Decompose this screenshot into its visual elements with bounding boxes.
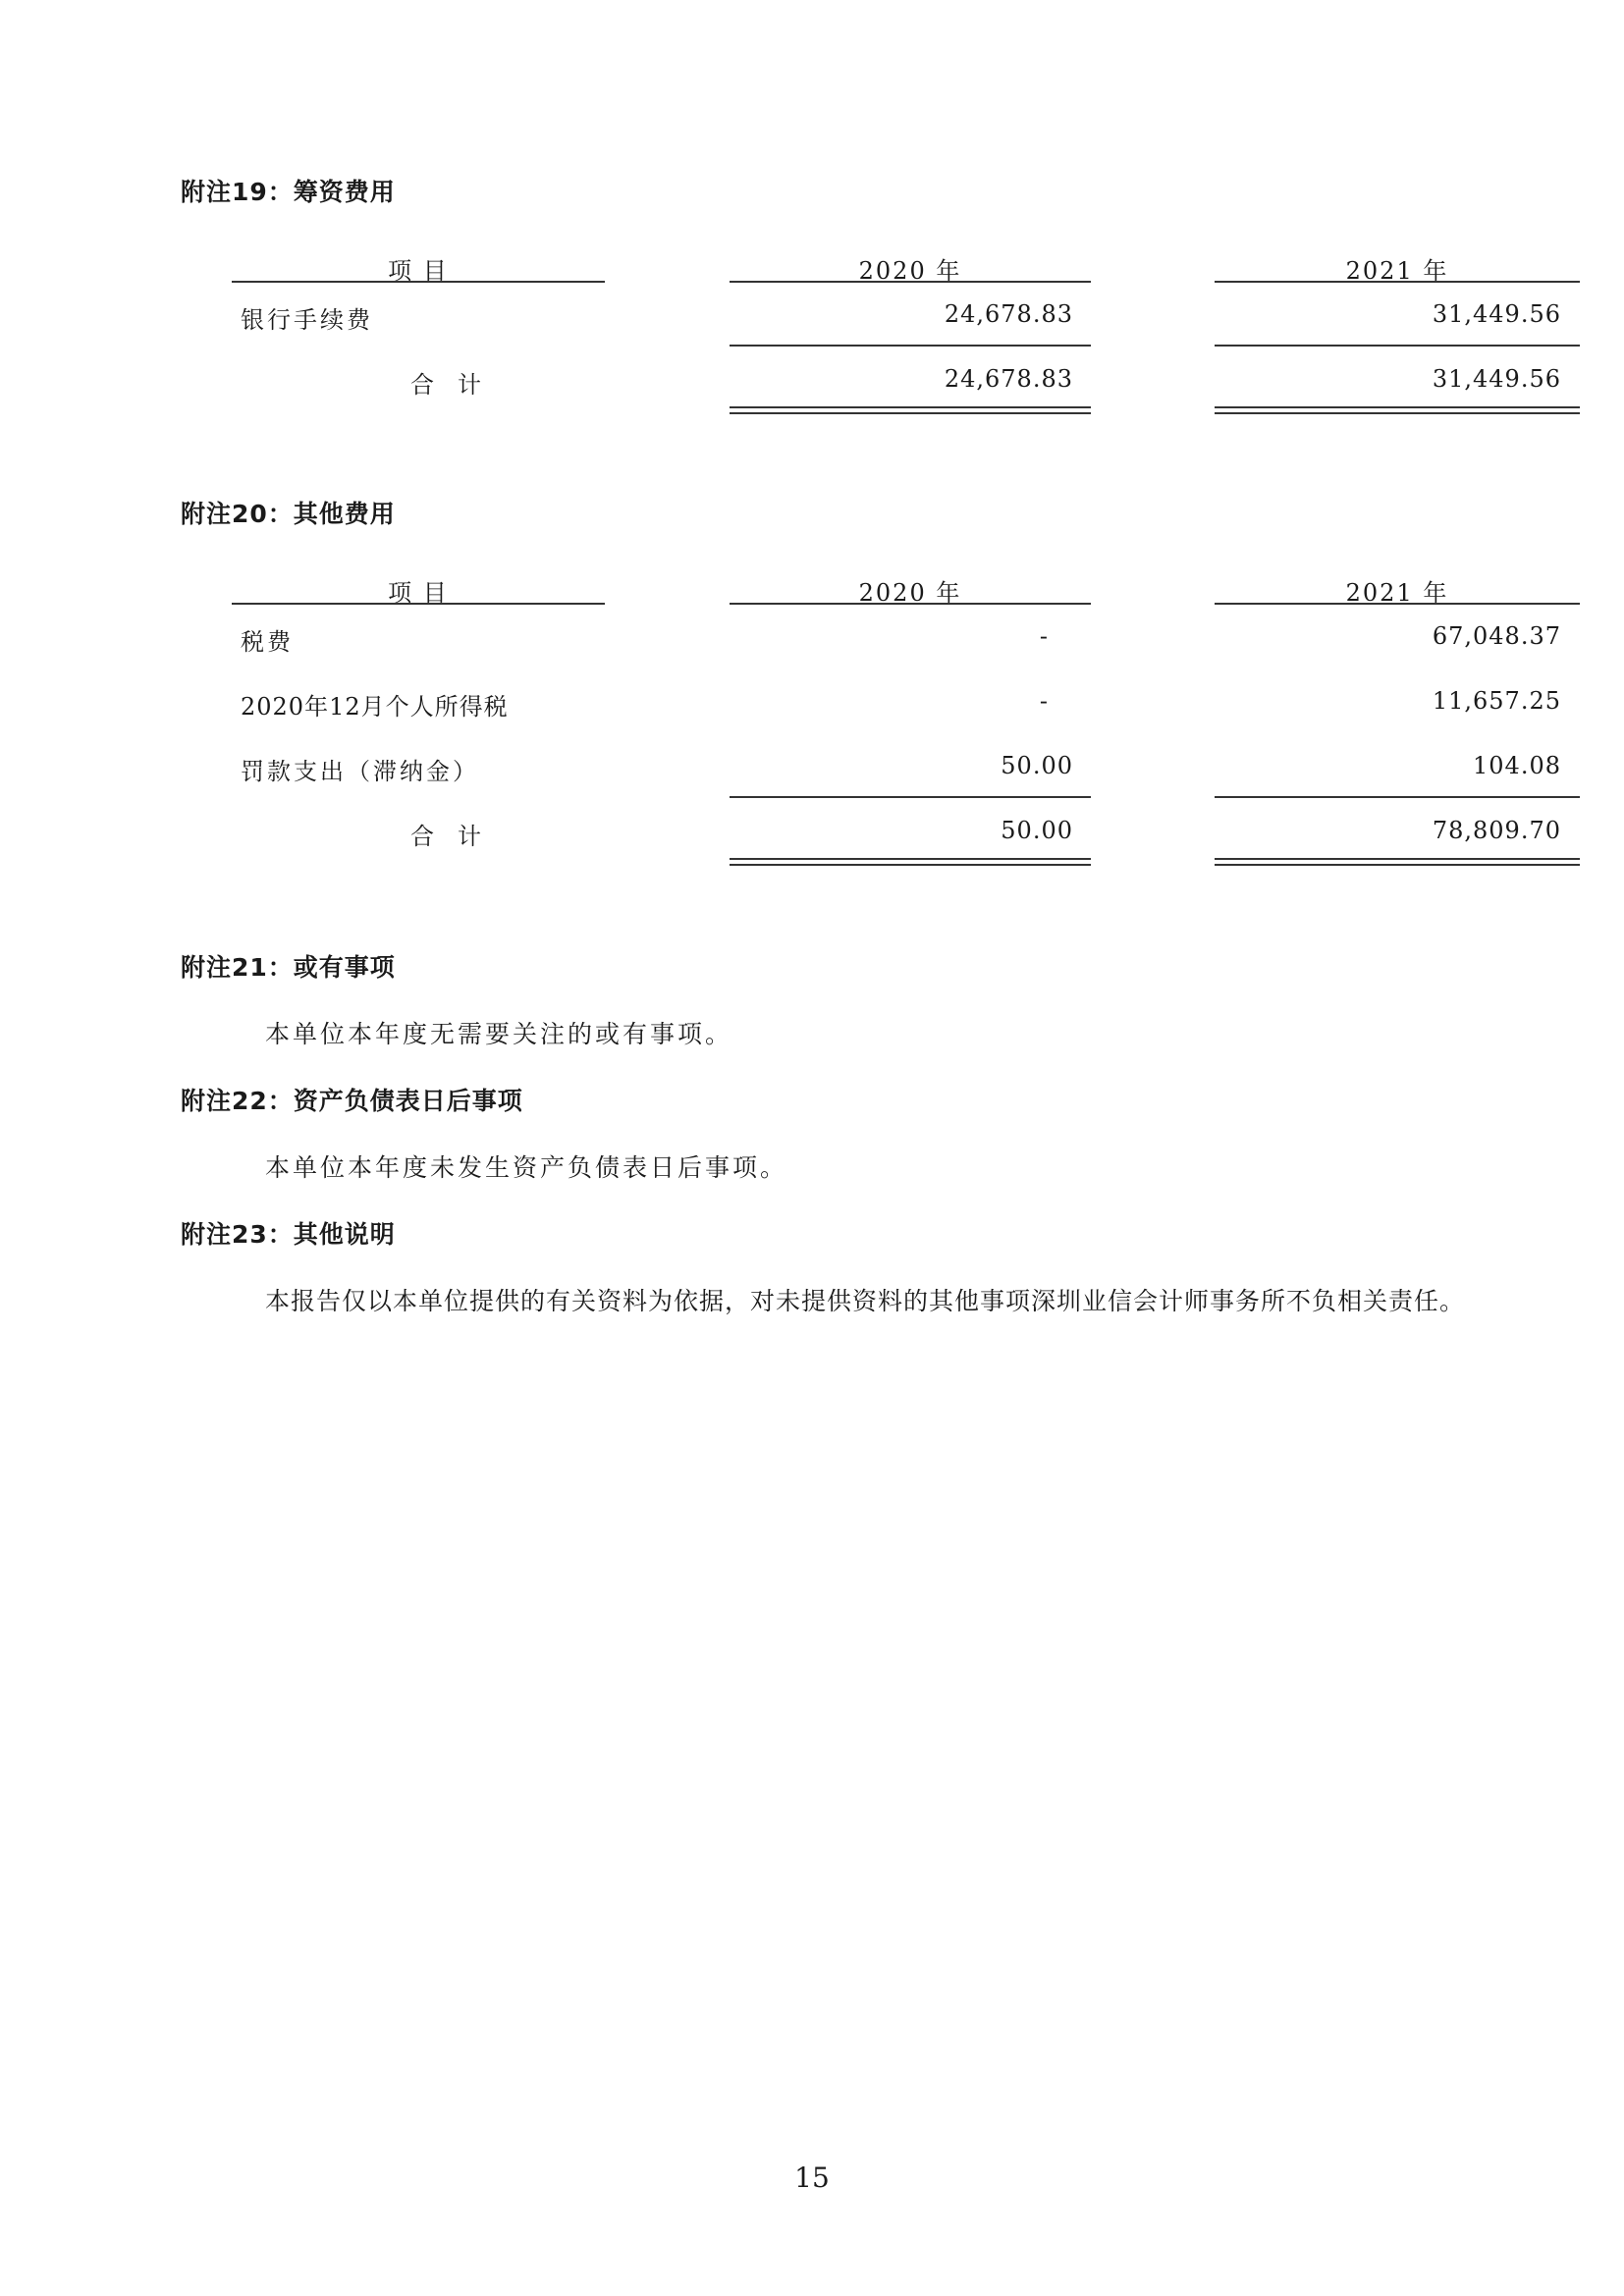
- note19-total-2020: 24,678.83: [944, 365, 1073, 393]
- note19-total-double-rule-2021: [1215, 406, 1580, 414]
- note19-row-2021: 31,449.56: [1432, 300, 1561, 328]
- note22-heading: 附注22：资产负债表日后事项: [181, 1087, 523, 1115]
- note23-heading: 附注23：其他说明: [181, 1220, 396, 1249]
- note20-total-label: 合计: [410, 823, 505, 850]
- note20-header-2021: 2021 年: [1345, 579, 1449, 607]
- note20-row-2021: 11,657.25: [1432, 687, 1561, 715]
- note19-header-rule-2021: [1215, 281, 1580, 283]
- note19-subtotal-rule-2020: [730, 345, 1091, 347]
- note19-header-rule-item: [232, 281, 605, 283]
- note20-row-2021: 67,048.37: [1432, 622, 1561, 650]
- note19-header-2020: 2020 年: [858, 257, 962, 285]
- note19-row-2020: 24,678.83: [944, 300, 1073, 328]
- note20-total-2020: 50.00: [1001, 817, 1073, 844]
- note19-header-item: 项 目: [388, 257, 449, 285]
- note20-header-rule-2020: [730, 603, 1091, 605]
- note19-total-double-rule-2020: [730, 406, 1091, 414]
- note19-heading: 附注19：筹资费用: [181, 178, 396, 206]
- note20-header-2020: 2020 年: [858, 579, 962, 607]
- note20-row-2020: 50.00: [1001, 752, 1073, 779]
- note20-header-rule-2021: [1215, 603, 1580, 605]
- note19-header-rule-2020: [730, 281, 1091, 283]
- note20-total-double-rule-2021: [1215, 858, 1580, 866]
- note20-row-label: 罚款支出（滞纳金）: [241, 758, 479, 785]
- note20-header-rule-item: [232, 603, 605, 605]
- note20-subtotal-rule-2021: [1215, 796, 1580, 798]
- note19-total-2021: 31,449.56: [1432, 365, 1561, 393]
- note20-row-2021: 104.08: [1473, 752, 1561, 779]
- note19-row-label: 银行手续费: [241, 306, 373, 334]
- note21-text: 本单位本年度无需要关注的或有事项。: [265, 1020, 733, 1048]
- note21-heading: 附注21：或有事项: [181, 953, 396, 982]
- note20-total-double-rule-2020: [730, 858, 1091, 866]
- note20-row-label: 税费: [241, 628, 294, 656]
- note20-row-2020: -: [1039, 622, 1049, 650]
- note22-text: 本单位本年度未发生资产负债表日后事项。: [265, 1153, 788, 1182]
- note19-subtotal-rule-2021: [1215, 345, 1580, 347]
- note20-header-item: 项 目: [388, 579, 449, 607]
- note19-total-label: 合计: [410, 371, 505, 399]
- note20-row-label: 2020年12月个人所得税: [241, 693, 509, 721]
- note20-heading: 附注20：其他费用: [181, 500, 396, 528]
- note20-total-2021: 78,809.70: [1432, 817, 1561, 844]
- page-number: 15: [794, 2162, 830, 2194]
- note20-subtotal-rule-2020: [730, 796, 1091, 798]
- note23-text: 本报告仅以本单位提供的有关资料为依据，对未提供资料的其他事项深圳业信会计师事务所不负相关责任。: [265, 1287, 1466, 1315]
- note19-header-2021: 2021 年: [1345, 257, 1449, 285]
- note20-row-2020: -: [1039, 687, 1049, 715]
